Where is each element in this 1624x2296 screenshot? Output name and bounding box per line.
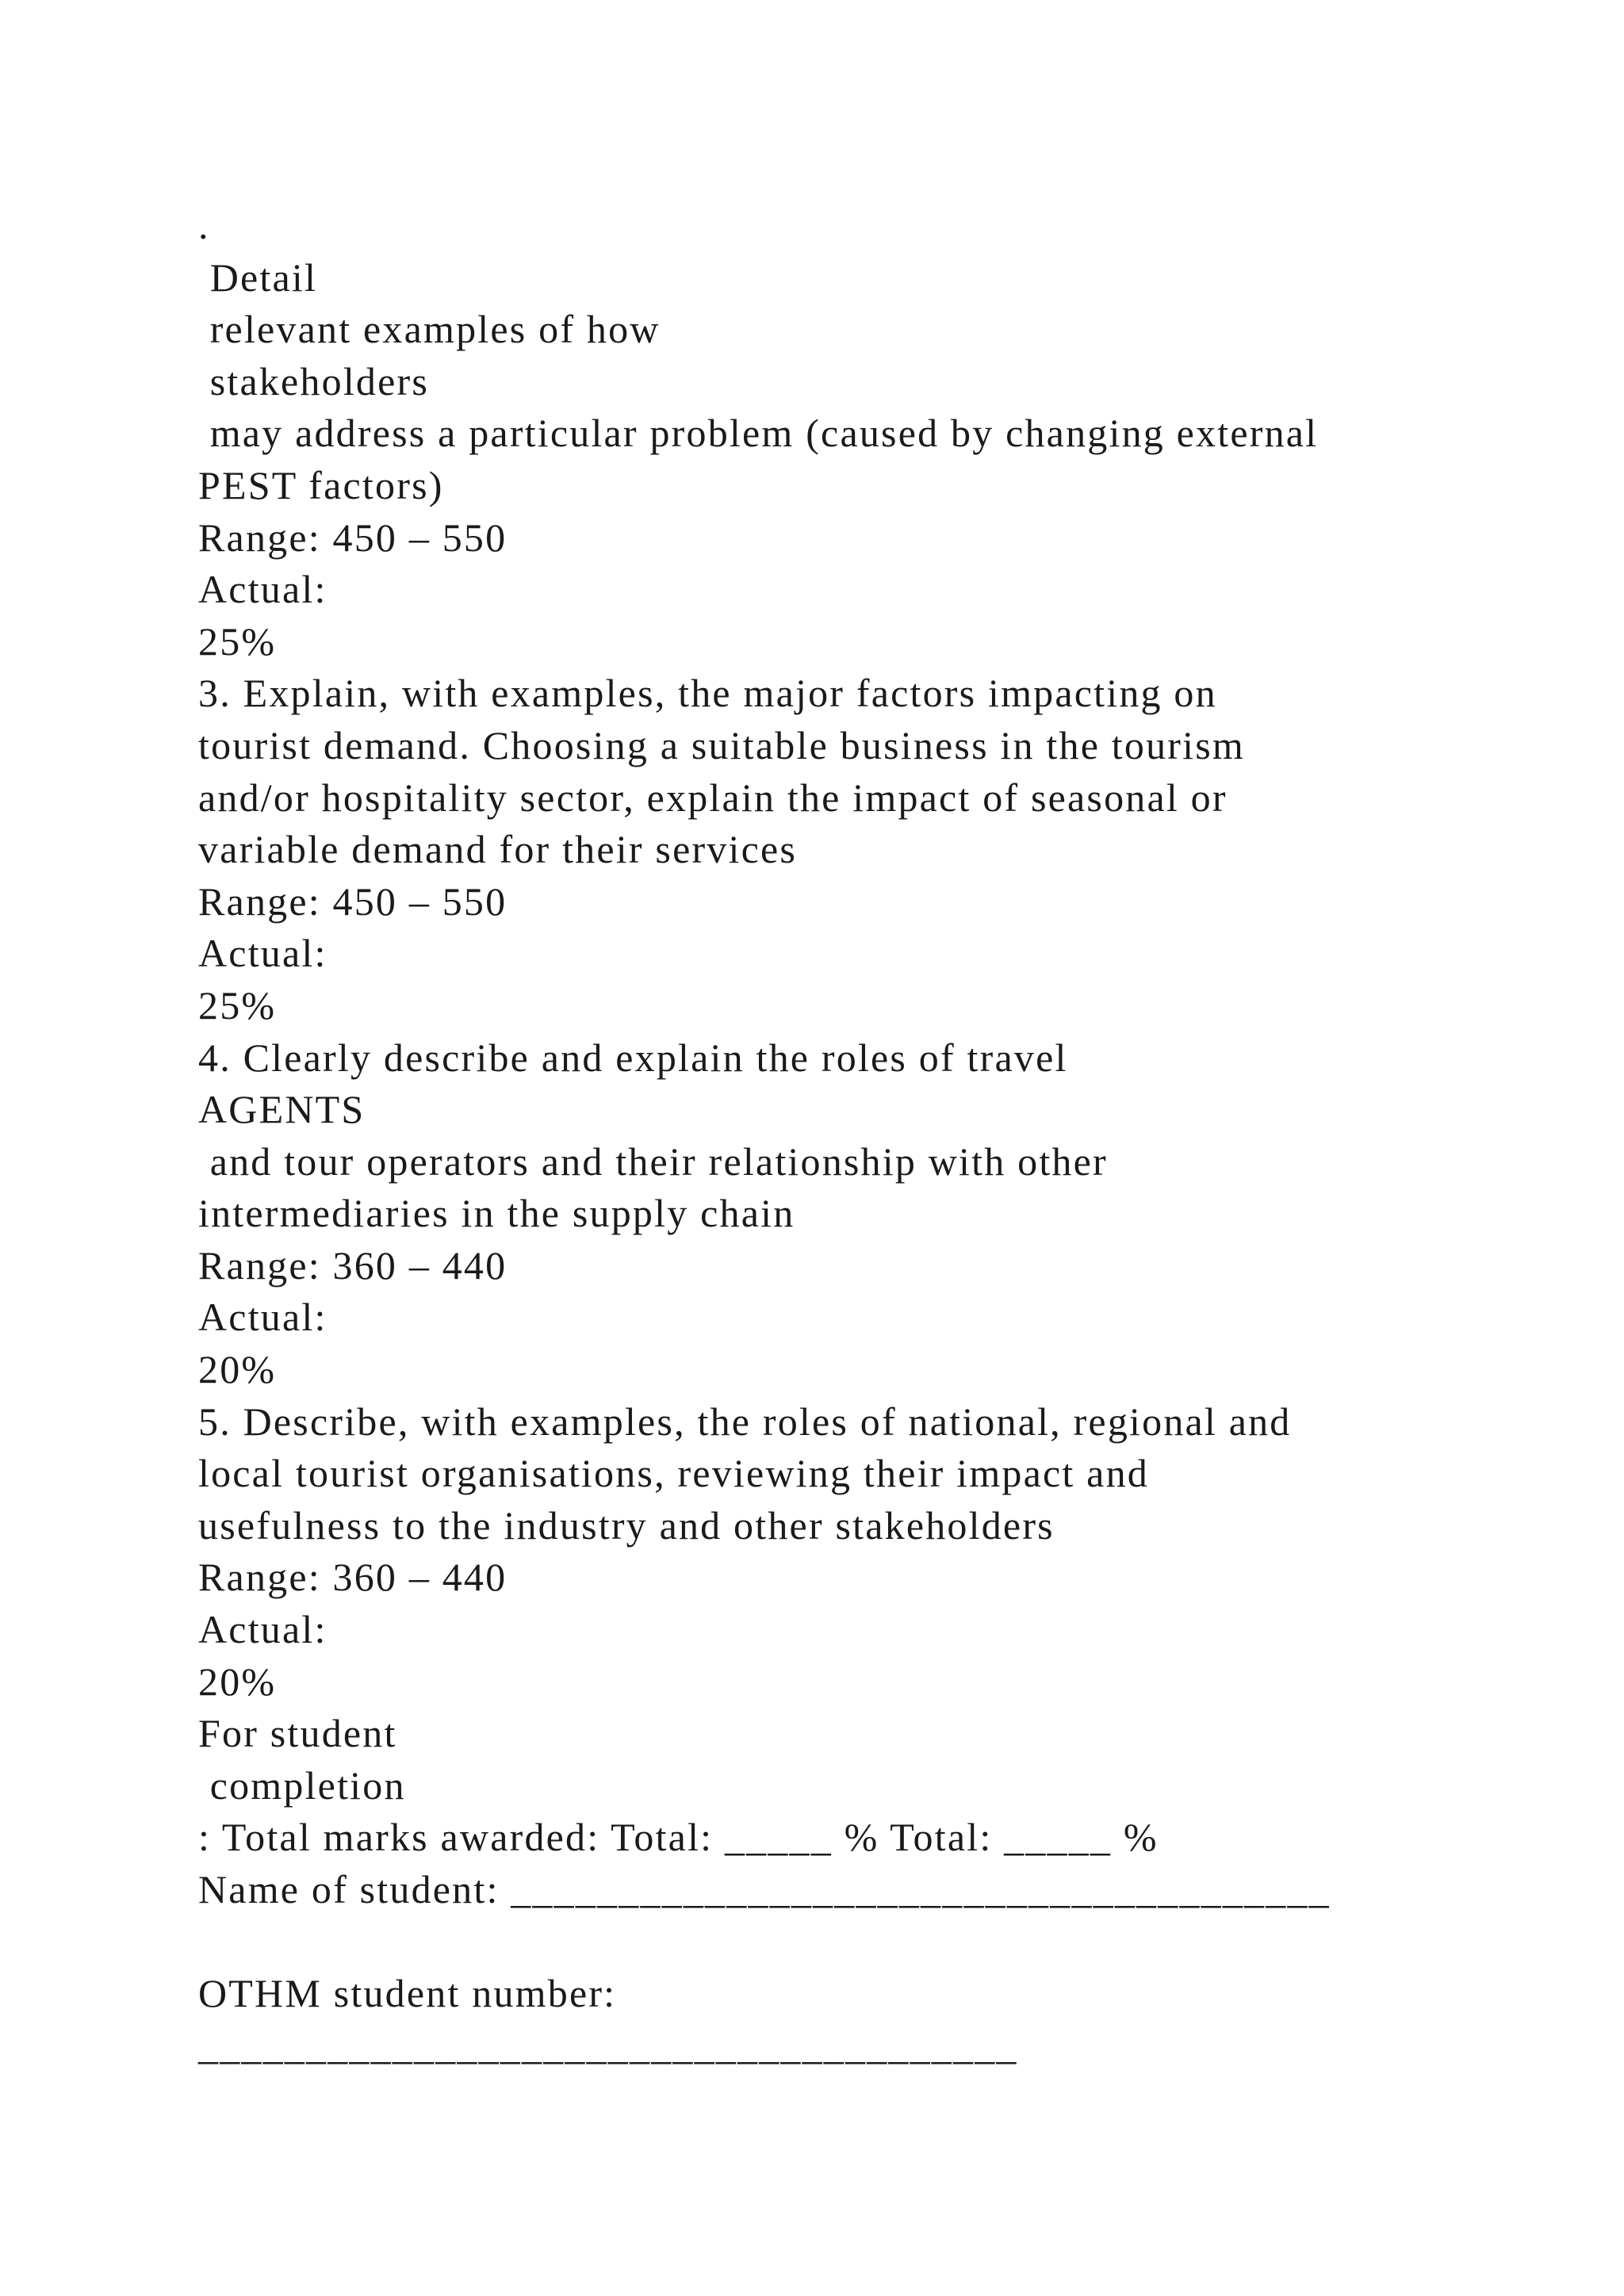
student-completion-label: completion [198, 1762, 406, 1808]
task-heading: 4. Clearly describe and explain the roles of travel [198, 1035, 1068, 1080]
weighting: 20% [198, 1347, 277, 1392]
text-line: intermediaries in the supply chain [198, 1191, 795, 1236]
weighting: 25% [198, 618, 277, 664]
word-range: Range: 360 – 440 [198, 1555, 508, 1600]
task-heading: 3. Explain, with examples, the major factors impacting on [198, 671, 1217, 716]
actual-label: Actual: [198, 567, 327, 612]
word-range: Range: 450 – 550 [198, 878, 508, 924]
bullet-dot: . [198, 203, 210, 247]
text-line: relevant examples of how [198, 307, 661, 352]
text-line: stakeholders [198, 358, 430, 404]
actual-label: Actual: [198, 931, 327, 976]
text-line: variable demand for their services [198, 827, 798, 872]
text-line: Detail [198, 254, 318, 300]
text-line: AGENTS [198, 1087, 366, 1132]
task-heading: 5. Describe, with examples, the roles of national, regional and [198, 1399, 1292, 1444]
text-line: and tour operators and their relationship with other [198, 1138, 1108, 1184]
actual-label: Actual: [198, 1295, 327, 1340]
text-line: local tourist organisations, reviewing their impact and [198, 1451, 1149, 1496]
total-marks-field: : Total marks awarded: Total: _____ % Total: _____ % [198, 1815, 1159, 1860]
actual-label: Actual: [198, 1607, 327, 1652]
text-line: tourist demand. Choosing a suitable business in the tourism [198, 722, 1245, 767]
text-line: usefulness to the industry and other stakeholders [198, 1502, 1055, 1548]
text-line: PEST factors) [198, 462, 444, 507]
weighting: 25% [198, 982, 277, 1027]
text-line: may address a particular problem (caused by changing external [198, 411, 1319, 456]
student-number-field: ______________________________________ [198, 2022, 1018, 2068]
student-completion-label: For student [198, 1711, 397, 1756]
student-number-label: OTHM student number: [198, 1971, 617, 2016]
weighting: 20% [198, 1659, 277, 1704]
word-range: Range: 450 – 550 [198, 515, 508, 560]
document-body [198, 200, 1507, 2072]
text-line: and/or hospitality sector, explain the impact of seasonal or [198, 775, 1228, 820]
blank-line [198, 1916, 1507, 1969]
word-range: Range: 360 – 440 [198, 1242, 508, 1288]
student-name-field: Name of student: ______________________________________ [198, 1867, 1331, 1911]
